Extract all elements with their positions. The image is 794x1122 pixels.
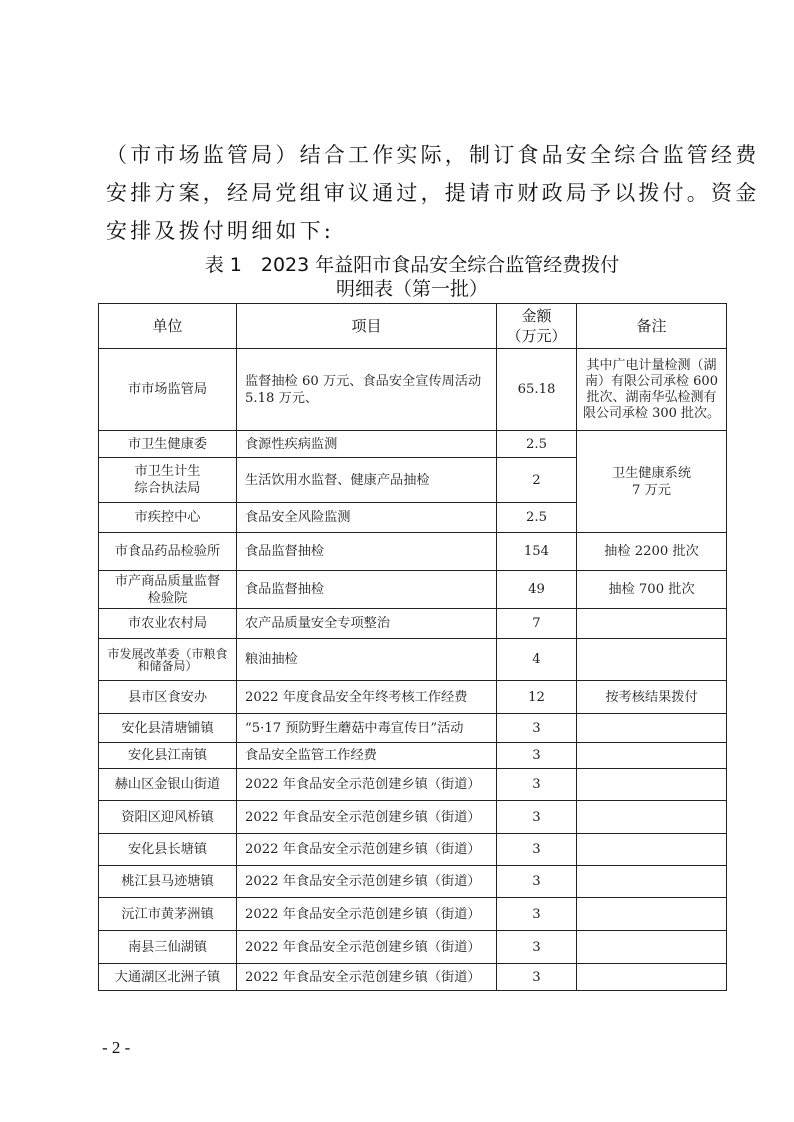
cell-remark — [577, 714, 727, 743]
table-row — [99, 431, 727, 458]
table-row — [99, 769, 727, 801]
cell-unit: 安化县清塘铺镇 — [99, 714, 237, 743]
table-title-line1: 表 1 2023 年益阳市食品安全综合监管经费拨付 — [204, 254, 620, 276]
cell-item: 农产品质量安全专项整治 — [237, 609, 497, 639]
table-header-row — [99, 304, 727, 349]
cell-remark — [577, 931, 727, 964]
cell-remark: 按考核结果拨付 — [577, 681, 727, 714]
cell-unit-line2: 检验院 — [147, 590, 188, 606]
cell-item: 2022 年食品安全示范创建乡镇（街道） — [237, 866, 497, 898]
cell-amount: 12 — [497, 681, 577, 714]
cell-unit: 县市区食安办 — [99, 681, 237, 714]
cell-amount: 3 — [497, 931, 577, 964]
cell-amount: 4 — [497, 639, 577, 681]
cell-item: “5·17 预防野生蘑菇中毒宣传日”活动 — [237, 714, 497, 743]
cell-item: 2022 年度食品安全年终考核工作经费 — [237, 681, 497, 714]
cell-remark — [577, 609, 727, 639]
cell-item: 2022 年食品安全示范创建乡镇（街道） — [237, 964, 497, 991]
cell-remark — [577, 964, 727, 991]
cell-amount: 3 — [497, 801, 577, 834]
cell-amount: 3 — [497, 898, 577, 931]
cell-unit: 赫山区金银山街道 — [99, 769, 237, 801]
table-row — [99, 866, 727, 898]
cell-item: 食品安全监管工作经费 — [237, 743, 497, 769]
table-row — [99, 639, 727, 681]
table-title-line2: 明细表（第一批） — [335, 278, 488, 300]
cell-amount: 3 — [497, 866, 577, 898]
header-amount-line1: 金额 — [521, 307, 552, 325]
cell-unit: 市卫生健康委 — [99, 431, 237, 458]
cell-remark — [577, 769, 727, 801]
table-row — [99, 743, 727, 769]
cell-item: 2022 年食品安全示范创建乡镇（街道） — [237, 769, 497, 801]
cell-item: 生活饮用水监督、健康产品抽检 — [237, 458, 497, 503]
header-amount-line2: （万元） — [506, 327, 567, 345]
cell-item: 食品监督抽检 — [237, 571, 497, 609]
paragraph-line: 安排方案，经局党组审议通过，提请市财政局予以拨付。资金 — [106, 181, 760, 205]
header-amount — [497, 304, 577, 349]
cell-item: 食源性疾病监测 — [237, 431, 497, 458]
funding-table — [98, 303, 727, 991]
cell-unit: 安化县江南镇 — [99, 743, 237, 769]
cell-amount: 49 — [497, 571, 577, 609]
cell-item: 2022 年食品安全示范创建乡镇（街道） — [237, 931, 497, 964]
cell-remark — [577, 866, 727, 898]
table-row — [99, 931, 727, 964]
cell-amount: 3 — [497, 743, 577, 769]
cell-unit-line2: 综合执法局 — [134, 481, 201, 496]
cell-item: 2022 年食品安全示范创建乡镇（街道） — [237, 898, 497, 931]
body-paragraph — [106, 136, 760, 250]
cell-amount: 65.18 — [497, 349, 577, 431]
cell-unit-line1: 市产商品质量监督 — [114, 573, 221, 589]
cell-amount: 3 — [497, 834, 577, 866]
cell-amount: 2.5 — [497, 503, 577, 533]
cell-unit — [99, 571, 237, 609]
cell-remark — [577, 898, 727, 931]
table-row — [99, 898, 727, 931]
cell-unit: 南县三仙湖镇 — [99, 931, 237, 964]
cell-remark — [577, 801, 727, 834]
cell-amount: 2 — [497, 458, 577, 503]
cell-item: 2022 年食品安全示范创建乡镇（街道） — [237, 801, 497, 834]
table-row — [99, 609, 727, 639]
table-row — [99, 681, 727, 714]
cell-unit: 市农业农村局 — [99, 609, 237, 639]
header-remark: 备注 — [577, 304, 727, 349]
cell-unit: 安化县长塘镇 — [99, 834, 237, 866]
header-unit: 单位 — [99, 304, 237, 349]
table-row — [99, 349, 727, 431]
cell-unit: 桃江县马迹塘镇 — [99, 866, 237, 898]
cell-remark — [577, 834, 727, 866]
cell-amount: 154 — [497, 533, 577, 571]
cell-unit: 市市场监管局 — [99, 349, 237, 431]
cell-amount: 3 — [497, 769, 577, 801]
cell-amount: 7 — [497, 609, 577, 639]
cell-amount: 3 — [497, 964, 577, 991]
cell-item: 粮油抽检 — [237, 639, 497, 681]
cell-unit: 市疾控中心 — [99, 503, 237, 533]
cell-item: 食品监督抽检 — [237, 533, 497, 571]
cell-unit: 大通湖区北洲子镇 — [99, 964, 237, 991]
cell-item: 2022 年食品安全示范创建乡镇（街道） — [237, 834, 497, 866]
cell-unit: 市食品药品检验所 — [99, 533, 237, 571]
cell-unit — [99, 458, 237, 503]
merged-remark-line2: 7 万元 — [632, 482, 671, 498]
cell-remark: 抽检 700 批次 — [577, 571, 727, 609]
cell-amount: 2.5 — [497, 431, 577, 458]
cell-remark-merged — [577, 431, 727, 533]
cell-item: 食品安全风险监测 — [237, 503, 497, 533]
table-row — [99, 964, 727, 991]
table-row — [99, 801, 727, 834]
table-row — [99, 714, 727, 743]
header-item: 项目 — [237, 304, 497, 349]
paragraph-line: （市市场监管局）结合工作实际，制订食品安全综合监管经费 — [106, 143, 760, 167]
merged-remark-line1: 卫生健康系统 — [611, 465, 692, 481]
cell-remark: 抽检 2200 批次 — [577, 533, 727, 571]
cell-item: 监督抽检 60 万元、食品安全宣传周活动 5.18 万元、 — [237, 349, 497, 431]
page-number: - 2 - — [102, 1038, 131, 1057]
cell-unit-line1: 市卫生计生 — [134, 464, 201, 479]
cell-unit: 沅江市黄茅洲镇 — [99, 898, 237, 931]
cell-remark — [577, 743, 727, 769]
table-row — [99, 533, 727, 571]
paragraph-line: 安排及拨付明细如下: — [106, 219, 335, 243]
table-row — [99, 571, 727, 609]
table-row — [99, 834, 727, 866]
cell-remark — [577, 639, 727, 681]
cell-remark: 其中广电计量检测（湖南）有限公司承检 600 批次、湖南华弘检测有限公司承检 300 批次。 — [577, 349, 727, 431]
cell-unit: 资阳区迎风桥镇 — [99, 801, 237, 834]
cell-unit: 市发展改革委（市粮食和储备局） — [99, 639, 237, 681]
cell-amount: 3 — [497, 714, 577, 743]
